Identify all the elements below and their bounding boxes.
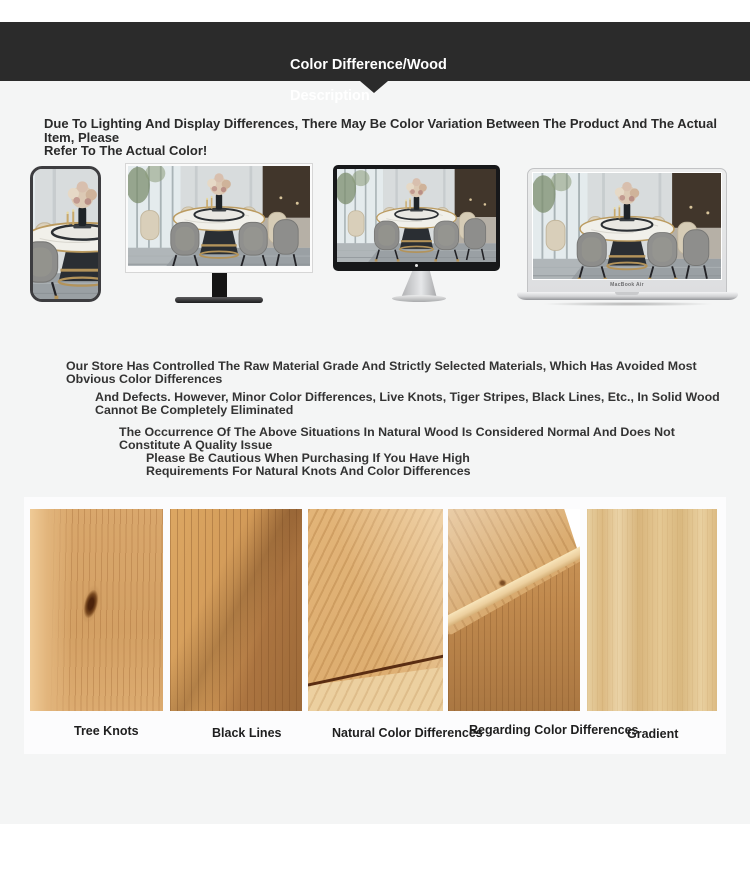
banner-pointer-triangle xyxy=(360,81,388,93)
laptop-bezel xyxy=(532,172,722,280)
color-variation-notice xyxy=(44,117,750,158)
wood-corner-knot-dot xyxy=(498,579,507,587)
wood-label-regarding-color: Regarding Color Differences xyxy=(469,723,639,737)
wood-swatch-natural-color xyxy=(308,509,443,711)
laptop-brand-text: MacBook Air xyxy=(610,282,644,288)
imac-foot xyxy=(392,295,446,302)
bottom-margin xyxy=(0,824,750,887)
paragraph-line: Please Be Cautious When Purchasing If You Have High xyxy=(146,451,470,465)
tree-knot-mark xyxy=(77,582,104,625)
page-title-line2: Description xyxy=(290,88,370,104)
paragraph-defects xyxy=(95,391,720,417)
wood-light-wedge xyxy=(308,667,443,711)
notice-line1: Due To Lighting And Display Differences, There May Be Color Variation Between The Product And The Actual Item, Please xyxy=(44,116,717,145)
paragraph-line: Constitute A Quality Issue xyxy=(119,438,273,453)
wood-swatch-gradient xyxy=(587,509,717,711)
paragraph-line: Our Store Has Controlled The Raw Material Grade And Strictly Selected Materials, Which Has Avoided Most xyxy=(66,359,697,373)
paragraph-line: Requirements For Natural Knots And Color Differences xyxy=(146,464,471,479)
imac-logo-dot xyxy=(415,264,418,267)
header-banner xyxy=(0,22,750,104)
wood-label-tree-knots: Tree Knots xyxy=(74,724,139,738)
paragraph-purchase-caution xyxy=(146,452,471,478)
paragraph-line: Cannot Be Completely Eliminated xyxy=(95,403,294,418)
laptop-shadow xyxy=(514,301,742,307)
monitor-mockup xyxy=(125,163,313,273)
paragraph-line: Obvious Color Differences xyxy=(66,372,223,387)
wood-label-gradient: Gradient xyxy=(627,727,679,741)
wood-swatch-tree-knots xyxy=(30,509,163,711)
page-title-line1: Color Difference/Wood xyxy=(290,57,447,73)
wood-swatch-black-lines xyxy=(170,509,302,711)
paragraph-material-control xyxy=(66,360,697,386)
imac-screen-image xyxy=(337,169,496,262)
monitor-screen-image xyxy=(128,166,310,266)
wood-label-black-lines: Black Lines xyxy=(212,726,282,740)
laptop-mockup xyxy=(527,168,727,293)
paragraph-line: And Defects. However, Minor Color Differences, Live Knots, Tiger Stripes, Black Lines, Etc., In Solid Wood xyxy=(95,390,720,404)
paragraph-normal-occurrence xyxy=(119,426,675,452)
phone-screen-image xyxy=(33,169,98,299)
imac-mockup xyxy=(333,165,500,271)
monitor-stand-neck xyxy=(212,273,227,298)
laptop-screen-image xyxy=(533,173,721,279)
monitor-stand-base xyxy=(175,297,263,303)
notice-line2: Refer To The Actual Color! xyxy=(44,143,208,158)
paragraph-line: The Occurrence Of The Above Situations In Natural Wood Is Considered Normal And Does Not xyxy=(119,425,675,439)
phone-mockup xyxy=(30,166,101,302)
wood-swatch-corner xyxy=(448,509,580,711)
wood-label-natural-color: Natural Color Differences xyxy=(332,726,483,740)
laptop-notch xyxy=(615,292,639,295)
